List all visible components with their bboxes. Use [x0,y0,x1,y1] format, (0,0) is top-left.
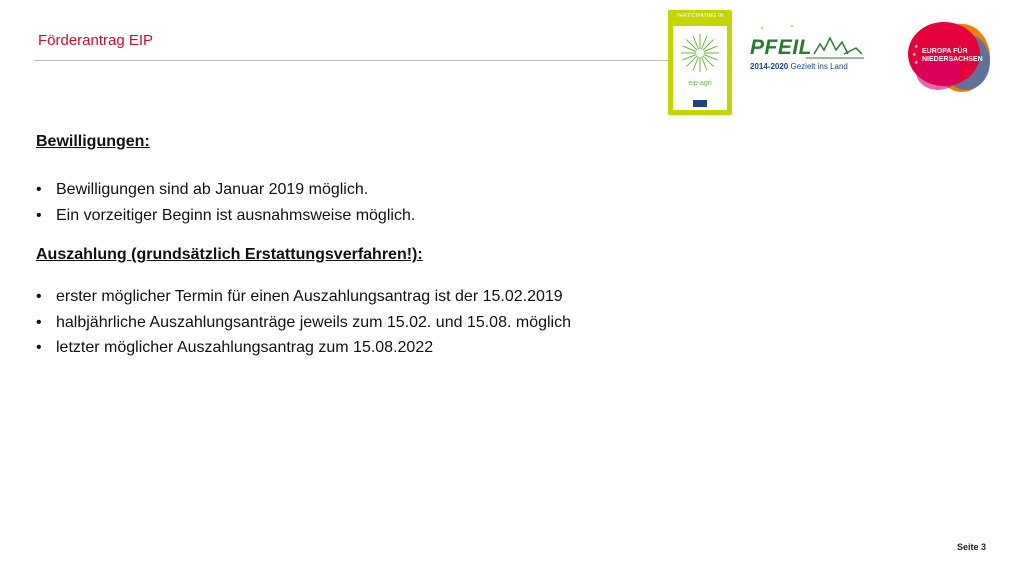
slide-content [36,132,676,364]
bewilligungen-list [36,180,676,231]
section-heading-bewilligungen: Bewilligungen: [36,133,150,150]
pfeil-tagline [750,62,848,71]
eip-logo-label: eip-agri [688,80,712,87]
list-item [36,287,676,313]
europa-fuer-niedersachsen-logo [904,18,992,98]
list-item [36,313,676,339]
bullet-icon: • [36,339,42,356]
europa-line2: NIEDERSACHSEN [922,56,983,63]
list-item-text: Bewilligungen sind ab Januar 2019 möglich. [56,181,369,198]
page-header-title: Förderantrag EIP [38,32,154,49]
header-divider [34,60,670,61]
list-item [36,338,676,364]
list-item-text: halbjährliche Auszahlungsanträge jeweils zum 15.02. und 15.08. möglich [56,313,571,331]
pfeil-wordmark: PFEIL [750,36,813,59]
eip-participating-text: PARTICIPATING IN [676,13,724,19]
list-item-text: letzter möglicher Auszahlungsantrag zum 15.08.2022 [56,339,434,356]
eip-starburst-icon [673,26,727,80]
europa-logo-text [922,48,983,64]
bullet-icon: • [36,181,42,198]
europa-line1: EUROPA FÜR [922,48,968,55]
bullet-icon: • [36,206,42,224]
pfeil-logo [748,24,868,76]
svg-text:★: ★ [914,44,919,50]
bullet-icon: • [36,288,42,305]
section-heading-auszahlung: Auszahlung (grundsätzlich Erstattungsverfahren!): [36,246,423,263]
eip-agri-logo [668,10,732,115]
list-item-text: erster möglicher Termin für einen Auszahlungsantrag ist der 15.02.2019 [56,288,563,305]
pfeil-tagline-text: Gezielt ins Land [790,62,848,71]
bullet-icon: • [36,313,42,331]
pfeil-years: 2014-2020 [750,62,789,71]
list-item [36,206,676,232]
svg-text:★: ★ [914,60,919,66]
eu-flag-icon [693,100,707,107]
list-item [36,180,676,206]
list-item-text: Ein vorzeitiger Beginn ist ausnahmsweise möglich. [56,206,416,224]
page-number: Seite 3 [956,542,986,552]
auszahlung-list [36,287,676,364]
svg-text:★: ★ [912,52,917,58]
